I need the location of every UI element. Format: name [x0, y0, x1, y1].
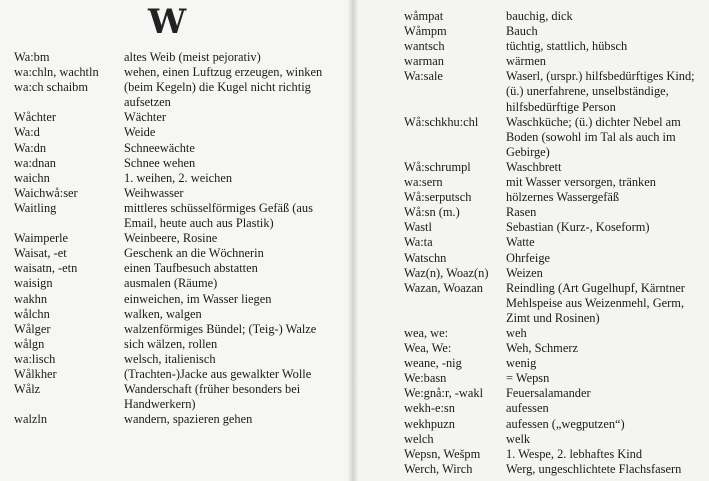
dictionary-entry [404, 417, 704, 432]
entry-definition: einweichen, im Wasser liegen [124, 291, 272, 306]
entry-headword: wa:sern [404, 175, 443, 190]
entry-headword: waisign [14, 276, 53, 291]
dictionary-entry [14, 141, 344, 156]
dictionary-entry [404, 160, 704, 175]
dictionary-entry [404, 69, 704, 114]
entry-definition: altes Weib (meist pejorativ) [124, 50, 261, 64]
entry-definition: Weide [124, 125, 156, 140]
entry-definition: wärmen [506, 54, 546, 69]
entry-headword: Waimperle [14, 231, 69, 246]
dictionary-entry [14, 231, 344, 246]
entry-definition: tüchtig, stattlich, hübsch [506, 39, 628, 54]
dictionary-entry [14, 292, 344, 307]
entry-definition: hölzernes Wassergefäß [506, 190, 620, 205]
entry-headword: wa:dnan [14, 155, 56, 170]
entry-headword: Wå:schkhu:chl [404, 114, 479, 129]
dictionary-entry [404, 9, 704, 24]
entry-definition: einen Taufbesuch abstatten [124, 261, 258, 276]
entry-definition: (beim Kegeln) die Kugel nicht richtig aufsetzen [124, 80, 311, 110]
entry-definition: 1. Wespe, 2. lebhaftes Kind [506, 446, 643, 461]
dictionary-entry [14, 276, 344, 291]
entry-definition: Werg, ungeschlichtete Flachsfasern [506, 461, 682, 476]
entry-headword: Waz(n), Woaz(n) [404, 265, 489, 280]
entry-definition: aufessen („wegputzen“) [506, 416, 625, 431]
entry-headword: wekh-e:sn [404, 401, 455, 416]
dictionary-entry [14, 367, 344, 382]
dictionary-entry [404, 341, 704, 356]
entry-headword: Wa:d [14, 125, 40, 140]
entry-definition: Waschküche; (ü.) dichter Nebel am Boden (sowohl im Tal als auch im Gebirge) [506, 114, 681, 159]
dictionary-entry [14, 352, 344, 367]
dictionary-entry [14, 171, 344, 186]
right-column [404, 9, 704, 477]
entry-definition: Rasen [506, 205, 537, 220]
entry-definition: Weihwasser [124, 185, 184, 200]
entry-definition: wandern, spazieren gehen [124, 412, 253, 427]
entry-headword: wa:ch schaibm [14, 80, 88, 95]
dictionary-entry [404, 54, 704, 69]
entry-definition: mit Wasser versorgen, tränken [506, 175, 656, 190]
dictionary-entry [14, 156, 344, 171]
entry-headword: Wastl [404, 220, 432, 235]
entry-headword: Wa:bm [14, 50, 50, 64]
entry-definition: wehen, einen Luftzug erzeugen, winken [124, 65, 323, 80]
entry-headword: Werch, Wirch [404, 461, 473, 476]
entry-headword: wa:chln, wachtln [14, 65, 99, 80]
dictionary-entry [404, 24, 704, 39]
entry-headword: wakhn [14, 291, 48, 306]
dictionary-entry [404, 39, 704, 54]
entry-headword: Wepsn, Wešpm [404, 446, 481, 461]
entry-headword: waisatn, -etn [14, 261, 78, 276]
entry-definition: ausmalen (Räume) [124, 276, 218, 291]
dictionary-entry [14, 246, 344, 261]
entry-definition: Waserl, (urspr.) hilfsbedürftiges Kind; (ü.) unerfahrene, unselbständige, hilfsbedürftige Person [506, 69, 695, 114]
dictionary-entry [14, 382, 344, 412]
entry-headword: weane, -nig [404, 356, 462, 371]
entry-headword: Wåchter [14, 110, 56, 125]
entry-headword: wåmpat [404, 9, 444, 23]
dictionary-entry [404, 235, 704, 250]
dictionary-entry [14, 322, 344, 337]
entry-headword: Wå:sn (m.) [404, 205, 460, 220]
dictionary-entry [404, 175, 704, 190]
entry-definition: Wanderschaft (früher besonders bei Handwerkern) [124, 382, 301, 412]
entry-headword: wea, we: [404, 325, 449, 340]
entry-definition: welk [506, 431, 531, 446]
entry-definition: walzenförmiges Bündel; (Teig-) Walze [124, 321, 317, 336]
dictionary-entry [404, 205, 704, 220]
entry-headword: Wålger [14, 321, 51, 336]
entry-headword: Wa:dn [14, 140, 47, 155]
entry-definition: mittleres schüsselförmiges Gefäß (aus Email, heute auch aus Plastik) [124, 200, 313, 231]
entry-headword: Wazan, Woazan [404, 280, 483, 295]
entry-headword: Wå:schrumpl [404, 159, 471, 174]
entry-headword: Wåmpm [404, 24, 447, 39]
section-letter: W [148, 2, 187, 42]
entry-headword: Wea, We: [404, 341, 452, 356]
dictionary-entry [404, 401, 704, 416]
entry-definition: Schnee wehen [124, 155, 196, 170]
entry-definition: weh [506, 325, 527, 340]
entry-definition: Feuersalamander [506, 386, 591, 401]
dictionary-entry [404, 281, 704, 326]
entry-definition: sich wälzen, rollen [124, 336, 218, 351]
dictionary-entry [14, 261, 344, 276]
dictionary-entry [404, 386, 704, 401]
entry-definition: Wächter [124, 110, 166, 125]
entry-definition: Weh, Schmerz [506, 341, 578, 356]
entry-definition: 1. weihen, 2. weichen [124, 170, 233, 185]
entry-headword: Waisat, -et [14, 246, 67, 261]
dictionary-entry [14, 307, 344, 322]
dictionary-entry [14, 80, 344, 110]
entry-headword: Wa:sale [404, 69, 443, 84]
dictionary-entry [404, 251, 704, 266]
entry-headword: Waichwå:ser [14, 185, 78, 200]
dictionary-entry [14, 125, 344, 140]
dictionary-entry [404, 371, 704, 386]
entry-definition: aufessen [506, 401, 549, 416]
entry-headword: Wå:serputsch [404, 190, 472, 205]
entry-definition: = Wepsn [506, 371, 550, 386]
entry-headword: wa:lisch [14, 351, 56, 366]
dictionary-entry [404, 462, 704, 477]
dictionary-entry [404, 356, 704, 371]
dictionary-entry [14, 186, 344, 201]
entry-definition: walken, walgen [124, 306, 202, 321]
dictionary-entry [14, 412, 344, 427]
entry-definition: Waschbrett [506, 159, 562, 174]
dictionary-entry [404, 326, 704, 341]
book-gutter [348, 0, 358, 481]
dictionary-entry [14, 50, 344, 65]
dictionary-entry [404, 447, 704, 462]
entry-definition: Weizen [506, 265, 543, 280]
entry-definition: Schneewächte [124, 140, 195, 155]
dictionary-entry [404, 190, 704, 205]
entry-headword: Wålz [14, 382, 41, 397]
dictionary-entry [14, 110, 344, 125]
dictionary-entry [404, 266, 704, 281]
dictionary-entry [404, 432, 704, 447]
entry-definition: Weinbeere, Rosine [124, 231, 218, 246]
entry-headword: We:gnå:r, -wakl [404, 386, 484, 401]
entry-definition: Geschenk an die Wöchnerin [124, 246, 264, 261]
entry-headword: warman [404, 54, 444, 69]
entry-headword: Watschn [404, 250, 447, 265]
entry-headword: Wa:ta [404, 235, 433, 250]
entry-definition: Bauch [506, 24, 538, 39]
entry-headword: We:basn [404, 371, 447, 386]
dictionary-entry [14, 201, 344, 231]
left-column [14, 50, 344, 427]
entry-headword: Waitling [14, 200, 57, 215]
dictionary-entry [404, 220, 704, 235]
entry-headword: wekhpuzn [404, 416, 455, 431]
entry-definition: (Trachten-)Jacke aus gewalkter Wolle [124, 366, 312, 381]
dictionary-entry [404, 115, 704, 160]
entry-definition: bauchig, dick [506, 9, 573, 23]
entry-headword: walzln [14, 412, 48, 427]
entry-definition: Ohrfeige [506, 250, 551, 265]
entry-headword: wålchn [14, 306, 50, 321]
dictionary-entry [14, 337, 344, 352]
entry-definition: Watte [506, 235, 535, 250]
entry-definition: Sebastian (Kurz-, Koseform) [506, 220, 650, 235]
entry-headword: wantsch [404, 39, 445, 54]
entry-headword: Wålkher [14, 366, 57, 381]
entry-definition: welsch, italienisch [124, 351, 216, 366]
entry-definition: Reindling (Art Gugelhupf, Kärntner Mehlspeise aus Weizenmehl, Germ, Zimt und Rosinen) [506, 280, 685, 325]
dictionary-entry [14, 65, 344, 80]
entry-headword: welch [404, 431, 434, 446]
entry-headword: waichn [14, 170, 50, 185]
entry-headword: wålgn [14, 336, 45, 351]
entry-definition: wenig [506, 356, 537, 371]
